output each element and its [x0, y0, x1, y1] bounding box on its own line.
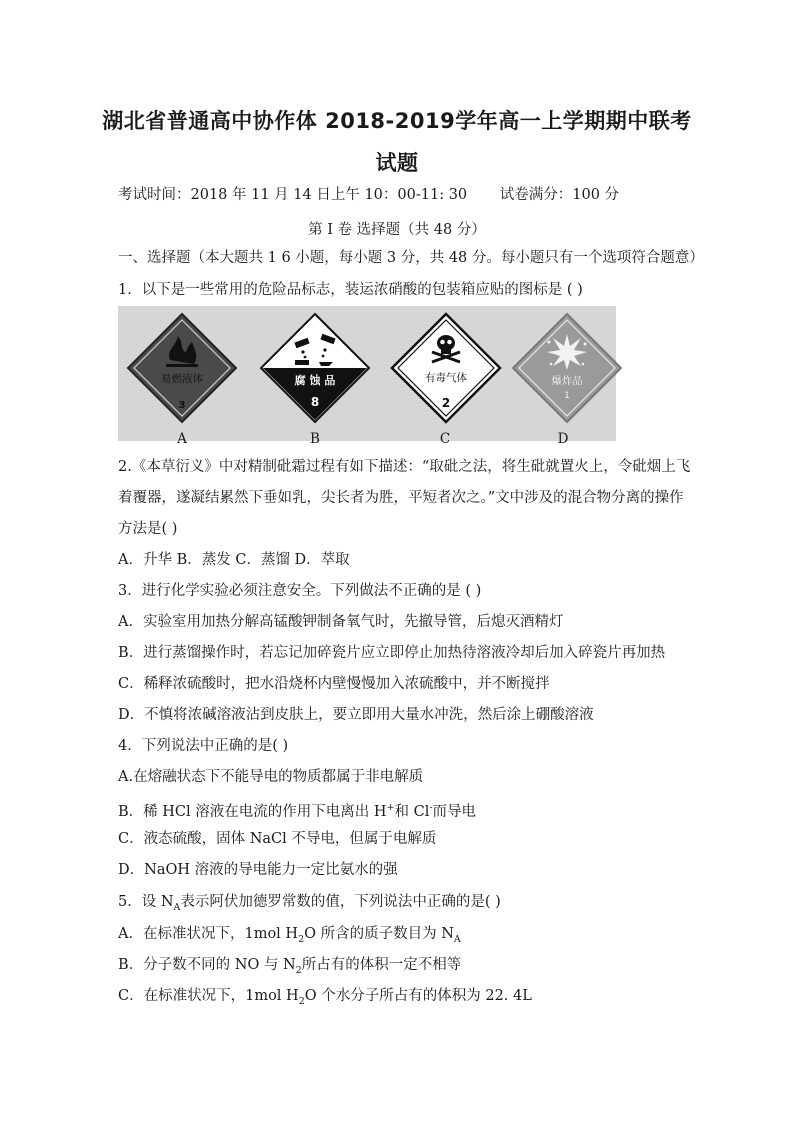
q5c-text-1: C．在标准状况下，1mol H	[118, 988, 299, 1004]
question-2-line2: 着覆器，遂凝结累然下垂如乳，尖长者为胜，平短者次之。”文中涉及的混合物分离的操作	[118, 490, 684, 506]
q4b-sup-2: -	[429, 802, 433, 813]
question-4-option-d: D．NaOH 溶液的导电能力一定比氨水的强	[118, 862, 398, 878]
sign-b-label: 腐 蚀 品	[294, 374, 336, 387]
hazard-signs-panel	[118, 306, 616, 441]
question-3-option-a: A．实验室用加热分解高锰酸钾制备氧气时，先撤导管，后熄灭酒精灯	[118, 614, 564, 630]
q4b-text-2: 和 Cl	[394, 803, 430, 820]
sign-a-label: 易燃液体	[161, 373, 203, 385]
question-4-option-a: A.在熔融状态下不能导电的物质都属于非电解质	[118, 769, 424, 785]
toxic-gas-sign-icon	[390, 312, 502, 424]
question-4-stem: 4．下列说法中正确的是( )	[118, 738, 289, 754]
q5-stem-1: 5．设 N	[118, 894, 174, 910]
question-2-line1: 2.《本草衍义》中对精制砒霜过程有如下描述：“取砒之法，将生砒就置火上，令砒烟上飞	[118, 459, 691, 475]
sign-c-label: 有毒气体	[425, 372, 467, 384]
exam-info	[118, 186, 619, 204]
q5-stem-2: 表示阿伏加德罗常数的值，下列说法中正确的是( )	[180, 894, 501, 910]
q4b-text-1: B．稀 HCl 溶液在电流的作用下电离出 H	[118, 803, 387, 820]
exam-time: 考试时间：2018 年 11 月 14 日上午 10：00-11: 30	[118, 187, 468, 203]
option-b-letter: B	[310, 431, 320, 447]
q5b-sub-2: 2	[295, 964, 302, 976]
option-c-letter: C	[439, 431, 451, 447]
sign-d-label: 爆炸品	[551, 375, 583, 387]
option-d-letter: D	[557, 431, 569, 447]
sign-d-number: 1	[564, 391, 570, 401]
question-4-option-b	[118, 799, 476, 821]
exam-title-line2: 试题	[375, 151, 419, 175]
question-3-stem: 3．进行化学实验必须注意安全。下列做法不正确的是 ( )	[118, 583, 482, 599]
instructions: 一、选择题（本大题共 1 6 小题，每小题 3 分，共 48 分。每小题只有一个选项符合题意）	[118, 250, 704, 266]
q5c-sub-2: 2	[298, 995, 305, 1007]
sign-b-number: 8	[310, 395, 320, 409]
question-5-option-c	[118, 987, 532, 1011]
question-5-stem	[118, 893, 501, 917]
explosive-sign-icon	[511, 312, 623, 424]
q5b-text-1: B．分子数不同的 NO 与 N	[118, 957, 296, 973]
corrosive-sign-icon	[259, 312, 371, 424]
question-4-option-c: C．液态硫酸，固体 NaCl 不导电，但属于电解质	[118, 831, 437, 847]
option-a-letter: A	[177, 431, 187, 447]
question-5-option-b	[118, 956, 461, 980]
q5-sub-a: A	[173, 901, 181, 913]
q5a-sub-a: A	[453, 933, 461, 945]
question-2-options: A．升华 B．蒸发 C．蒸馏 D．萃取	[118, 552, 350, 568]
question-5-option-a	[118, 925, 461, 949]
q5a-text-1: A．在标准状况下，1mol H	[118, 926, 299, 942]
q5c-text-2: O 个水分子所占有的体积为 22. 4L	[304, 988, 532, 1004]
question-1-stem: 1．以下是一些常用的危险品标志，装运浓硝酸的包装箱应贴的图标是 ( )	[118, 282, 583, 298]
question-3-option-c: C．稀释浓硫酸时，把水沿烧杯内壁慢慢加入浓硫酸中，并不断搅拌	[118, 676, 550, 692]
sign-c-number: 2	[441, 396, 451, 410]
q5b-text-2: 所占有的体积一定不相等	[301, 957, 462, 973]
q4b-text-3: 而导电	[432, 803, 477, 820]
section-title: 第 I 卷 选择题（共 48 分）	[308, 222, 486, 238]
q4b-sup-1: +	[386, 802, 395, 813]
q5a-sub-2: 2	[298, 933, 305, 945]
flammable-liquid-sign-icon	[126, 312, 238, 424]
question-3-option-b: B．进行蒸馏操作时，若忘记加碎瓷片应立即停止加热待溶液冷却后加入碎瓷片再加热	[118, 645, 666, 661]
full-score: 试卷满分：100 分	[499, 187, 620, 203]
question-3-option-d: D．不慎将浓碱溶液沾到皮肤上，要立即用大量水冲洗，然后涂上硼酸溶液	[118, 707, 594, 723]
question-2-line3: 方法是( )	[118, 521, 178, 537]
q5a-text-2: O 所含的质子数目为 N	[304, 926, 454, 942]
sign-a-number: 3	[178, 400, 186, 411]
exam-title: 湖北省普通高中协作体 2018-2019学年高一上学期期中联考	[102, 109, 692, 133]
